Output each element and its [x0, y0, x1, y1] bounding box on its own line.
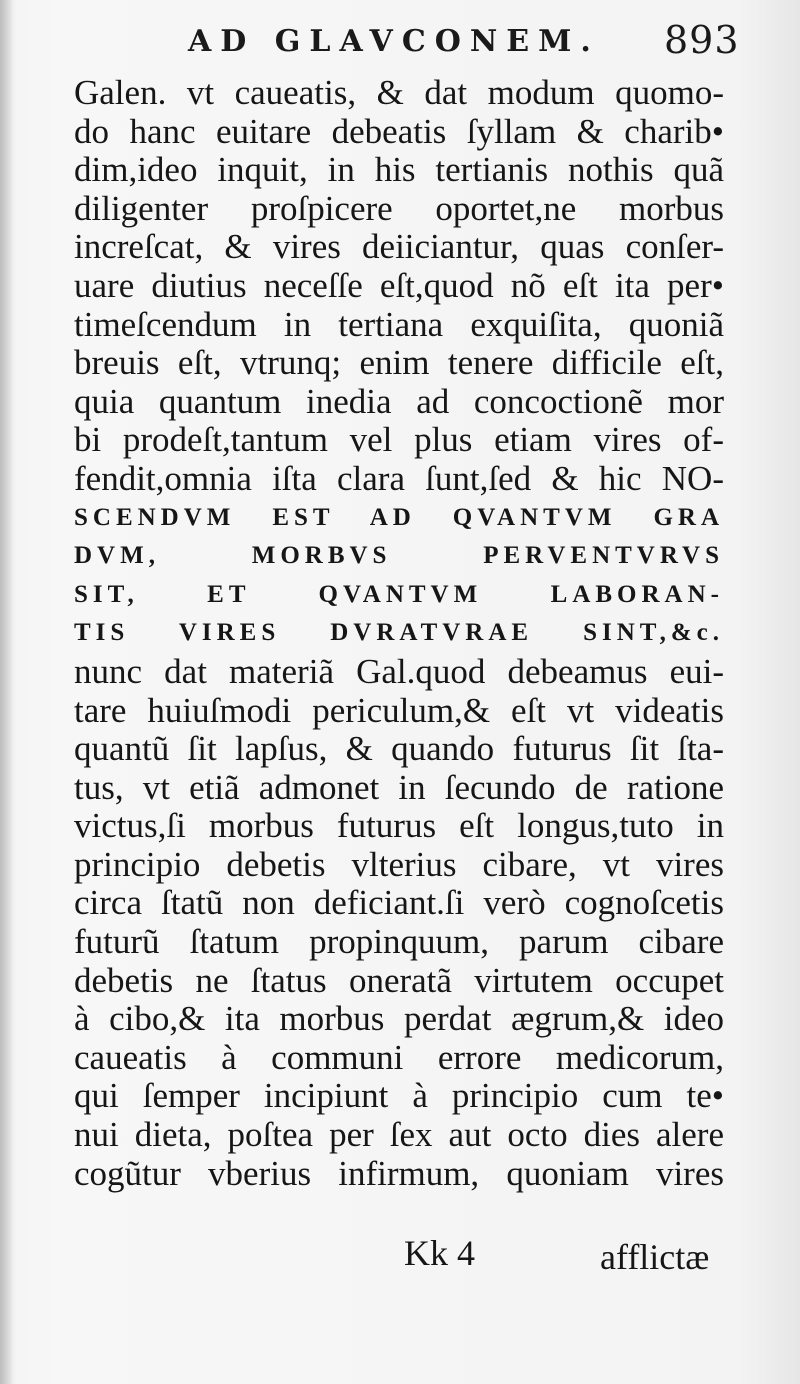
page-footer — [0, 1232, 800, 1282]
text-line: futurũ ſtatum propinquum, parum cibare — [74, 922, 724, 962]
text-line: timeſcendum in tertiana exquiſita, quoniã — [74, 304, 724, 344]
text-line: principio debetis vlterius cibare, vt vires — [74, 844, 724, 884]
text-line: debetis ne ſtatus oneratã virtutem occupet — [74, 960, 724, 1000]
small-caps-line: SIT, ET QVANTVM LABORAN- — [74, 580, 724, 608]
signature-mark: Kk 4 — [404, 1233, 475, 1273]
text-line: fendit,omnia iſta clara ſunt,ſed & hic NO- — [74, 458, 724, 498]
running-head: AD GLAVCONEM. — [188, 24, 600, 59]
gutter-shadow — [0, 0, 14, 1384]
text-line: tare huiuſmodi periculum,& eſt vt videatis — [74, 690, 724, 730]
text-line: tus, vt etiã admonet in ſecundo de ratione — [74, 767, 724, 807]
text-line: bi prodeſt,tantum vel plus etiam vires of- — [74, 420, 724, 460]
text-line: victus,ſi morbus futurus eſt longus,tuto in — [74, 806, 724, 846]
text-line: cogũtur vberius infirmum, quoniam vires — [74, 1153, 724, 1193]
text-line: à cibo,& ita morbus perdat ægrum,& ideo — [74, 999, 724, 1039]
text-line: quantũ ſit lapſus, & quando futurus ſit ſta- — [74, 729, 724, 769]
text-line: circa ſtatũ non deficiant.ſi verò cognoſcetis — [74, 883, 724, 923]
catchword: afflictæ — [600, 1237, 710, 1277]
text-line: increſcat, & vires deiiciantur, quas conſer- — [74, 227, 724, 267]
text-line: caueatis à communi errore medicorum, — [74, 1037, 724, 1077]
text-line: breuis eſt, vtrunq; enim tenere difficile eſt, — [74, 343, 724, 383]
small-caps-line: TIS VIRES DVRATVRAE SINT,&c. — [74, 619, 724, 647]
small-caps-line: SCENDVM EST AD QVANTVM GRA — [74, 503, 724, 531]
text-line: nui dieta, poſtea per ſex aut octo dies alere — [74, 1115, 724, 1155]
text-line: diligenter proſpicere oportet,ne morbus — [74, 188, 724, 228]
text-line: nunc dat materiã Gal.quod debeamus eui- — [74, 651, 724, 691]
text-line: dim,ideo inquit, in his tertianis nothis quã — [74, 150, 724, 190]
page-number: 893 — [664, 18, 740, 62]
text-line: quia quantum inedia ad concoctionẽ mor — [74, 381, 724, 421]
text-line: uare diutius neceſſe eſt,quod nõ eſt ita per• — [74, 265, 724, 305]
text-line: Galen. vt caueatis, & dat modum quomo- — [74, 73, 724, 112]
text-line: do hanc euitare debeatis ſyllam & charib• — [74, 111, 724, 151]
body-text — [74, 74, 724, 1193]
text-line: qui ſemper incipiunt à principio cum te• — [74, 1076, 724, 1116]
small-caps-line: DVM, MORBVS PERVENTVRVS — [74, 542, 724, 570]
page-header — [0, 18, 800, 74]
